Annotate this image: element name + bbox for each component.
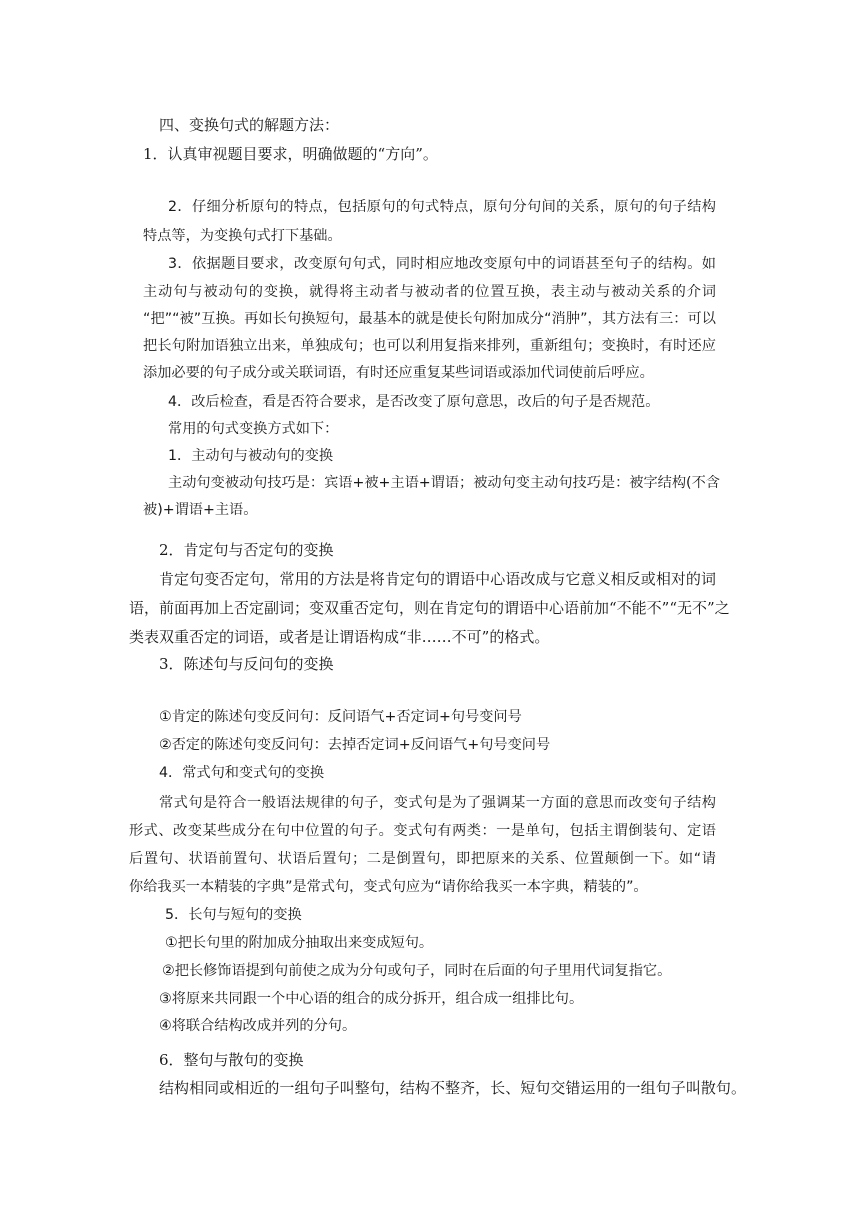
method-step-3-line-5: 添加必要的句子成分或关联词语，有时还应重复某些词语或添加代词使前后呼应。 — [143, 365, 654, 381]
transform-3-item-1: ①肯定的陈述句变反问句：反问语气+否定词+句号变问号 — [159, 709, 522, 725]
transform-2-line-3: 类表双重否定的词语，或者是让谓语构成“非……不可”的格式。 — [129, 628, 550, 646]
transform-2-line-2: 语，前面再加上否定副词；变双重否定句，则在肯定句的谓语中心语前加“不能不”“无不”之 — [129, 599, 730, 617]
transform-2-heading: 2．肯定句与否定句的变换 — [159, 541, 334, 559]
transform-1-line-2: 被)+谓语+主语。 — [143, 502, 258, 518]
transform-6-line-1: 结构相同或相近的一组句子叫整句，结构不整齐，长、短句交错运用的一组句子叫散句。 — [159, 1079, 746, 1097]
transform-4-line-2: 形式、改变某些成分在句中位置的句子。变式句有两类：一是单句，包括主谓倒装句、定语 — [129, 823, 716, 839]
transform-4-line-4: 你给我买一本精装的字典”是常式句，变式句应为“请你给我买一本字典，精装的”。 — [129, 879, 648, 895]
transform-5-item-1: ①把长句里的附加成分抽取出来变成短句。 — [165, 935, 434, 951]
transform-3-item-2: ②否定的陈述句变反问句：去掉否定词+反问语气+句号变问号 — [159, 737, 551, 753]
transform-3-heading: 3．陈述句与反问句的变换 — [159, 655, 334, 673]
transform-2-line-1: 肯定句变否定句，常用的方法是将肯定句的谓语中心语改成与它意义相反或相对的词 — [159, 570, 716, 588]
transform-5-item-4: ④将联合结构改成并列的分句。 — [159, 1018, 357, 1034]
transform-6-heading: 6．整句与散句的变换 — [159, 1051, 304, 1069]
common-transforms-intro: 常用的句式变换方式如下： — [168, 421, 339, 437]
transform-1-line-1: 主动句变被动句技巧是：宾语+被+主语+谓语；被动句变主动句技巧是：被字结构(不含 — [168, 475, 720, 491]
method-step-3-line-4: 把长句附加语独立出来，单独成句；也可以利用复指来排列，重新组句；变换时，有时还应 — [143, 338, 716, 354]
transform-4-heading: 4．常式句和变式句的变换 — [159, 765, 325, 781]
method-step-2-line-1: 2．仔细分析原句的特点，包括原句的句式特点，原句分句间的关系，原句的句子结构 — [168, 199, 716, 215]
method-step-4: 4．改后检查，看是否符合要求，是否改变了原句意思，改后的句子是否规范。 — [168, 394, 660, 410]
transform-4-line-1: 常式句是符合一般语法规律的句子，变式句是为了强调某一方面的意思而改变句子结构 — [159, 795, 716, 811]
transform-5-item-3: ③将原来共同跟一个中心语的组合的成分拆开，组合成一组排比句。 — [159, 991, 584, 1007]
method-step-3-line-1: 3．依据题目要求，改变原句句式，同时相应地改变原句中的词语甚至句子的结构。如 — [168, 256, 716, 272]
method-step-3-line-3: “把”“被”互换。再如长句换短句，最基本的就是使长句附加成分“消肿”，其方法有三：可以 — [143, 311, 716, 327]
method-step-1: 1．认真审视题目要求，明确做题的“方向”。 — [143, 145, 438, 163]
transform-5-heading: 5．长句与短句的变换 — [165, 907, 302, 923]
method-step-3-line-2: 主动句与被动句的变换，就得将主动者与被动者的位置互换，表主动与被动关系的介词 — [143, 284, 716, 300]
transform-5-item-2: ②把长修饰语提到句前使之成为分句或句子，同时在后面的句子里用代词复指它。 — [162, 963, 672, 979]
transform-4-line-3: 后置句、状语前置句、状语后置句；二是倒置句，即把原来的关系、位置颠倒一下。如“请 — [129, 851, 716, 867]
section-heading: 四、变换句式的解题方法： — [159, 116, 340, 134]
transform-1-heading: 1．主动句与被动句的变换 — [168, 448, 334, 464]
method-step-2-line-2: 特点等，为变换句式打下基础。 — [143, 228, 342, 244]
